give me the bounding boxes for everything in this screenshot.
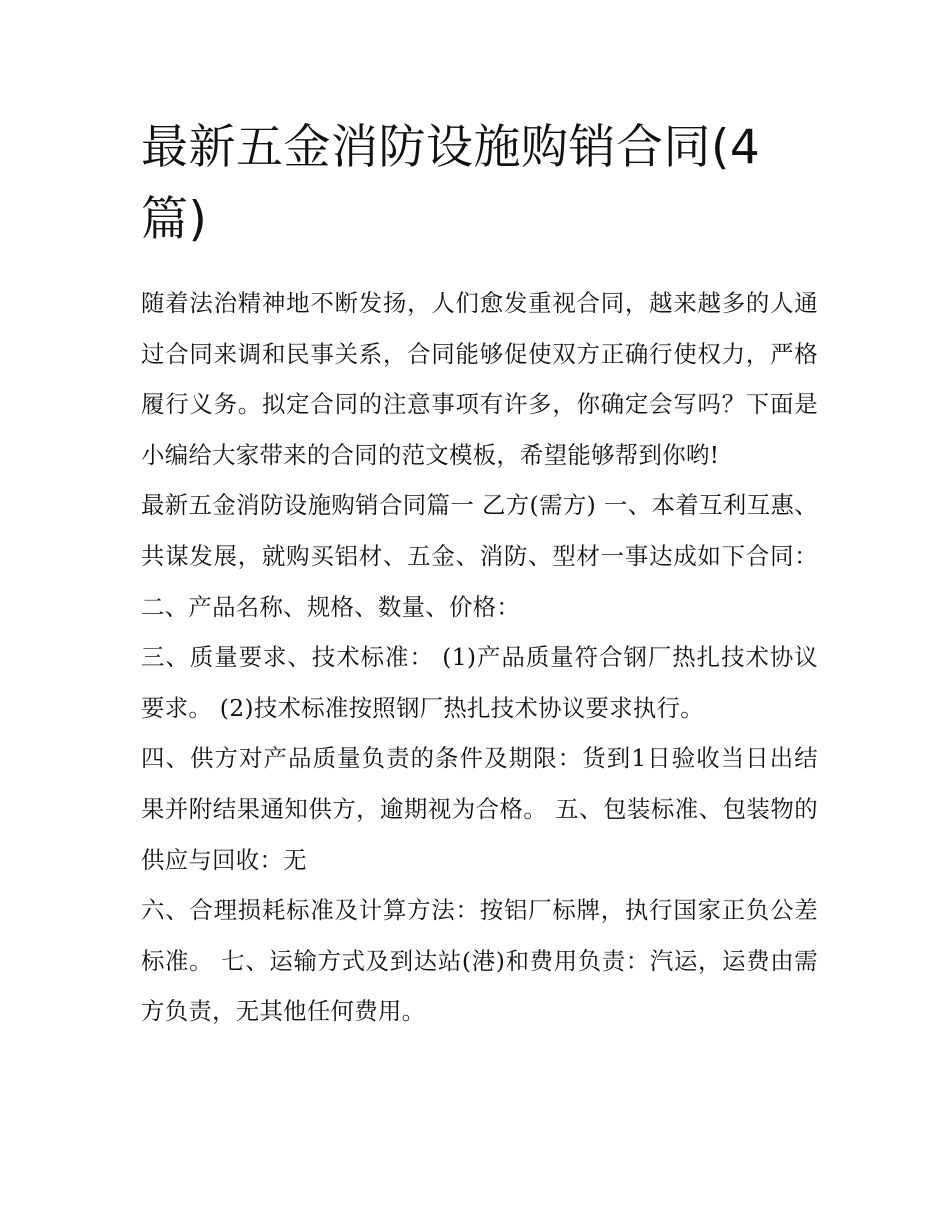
paragraph-quality-requirements: 三、质量要求、技术标准： (1)产品质量符合钢厂热扎技术协议要求。 (2)技术标准按照钢厂热扎技术协议要求执行。 [141,643,818,722]
document-title: 最新五金消防设施购销合同(4篇) [141,120,761,247]
paragraph-contract-opening: 最新五金消防设施购销合同篇一 乙方(需方) 一、本着互利互惠、共谋发展，就购买铝材、五金、消防、型材一事达成如下合同： 二、产品名称、规格、数量、价格： [141,491,818,621]
paragraph-quality-responsibility: 四、供方对产品质量负责的条件及期限：货到1日验收当日出结果并附结果通知供方，逾期视为合格。 五、包装标准、包装物的供应与回收：无 [141,744,818,874]
paragraph-intro: 随着法治精神地不断发扬，人们愈发重视合同，越来越多的人通过合同来调和民事关系，合同能够促使双方正确行使权力，严格履行义务。拟定合同的注意事项有许多，你确定会写吗？下面是小编给大家带来的合同的范文模板，希望能够帮到你哟! [141,289,818,469]
document-body [141,278,818,1037]
paragraph-loss-and-transport: 六、合理损耗标准及计算方法：按铝厂标牌，执行国家正负公差标准。 七、运输方式及到达站(港)和费用负责：汽运，运费由需方负责，无其他任何费用。 [141,896,818,1026]
